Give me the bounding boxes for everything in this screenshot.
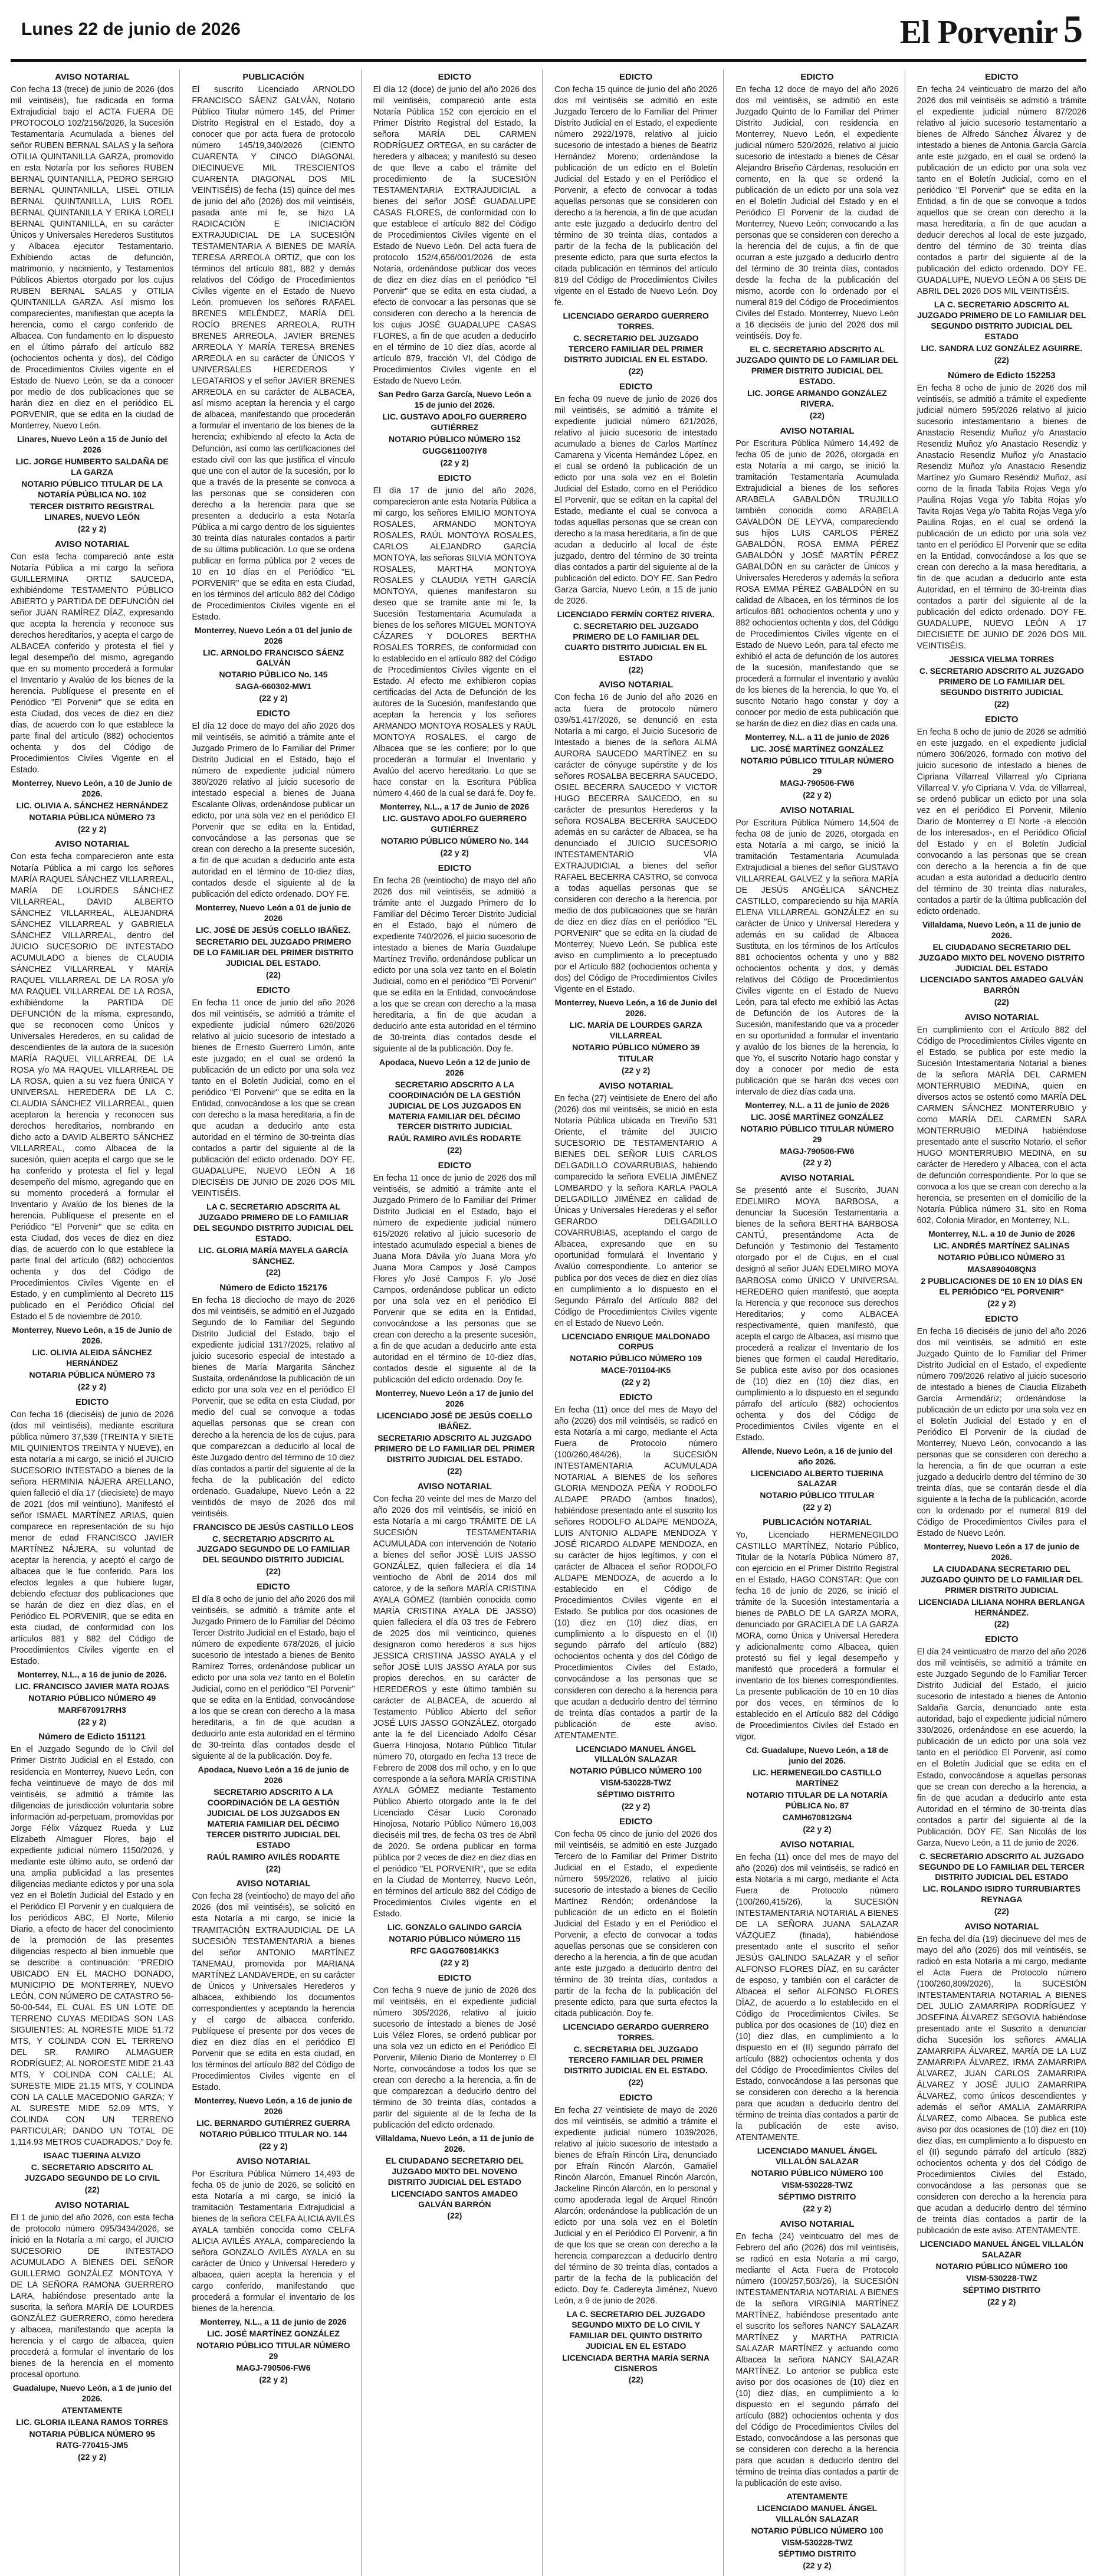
notice-signature-line: Monterrey, N.L., a 11 de junio de 2026 <box>200 2317 347 2327</box>
notice-title: EDICTO <box>438 473 472 483</box>
notice-body: Con esta fecha comparecieron ante esta Notaría Pública a mi cargo los señores MARÍA RAQUEL SÁNCHEZ VILLARREAL, MARÍA DE LOURDES SÁNCHEZ VILLARREAL, DAVID ALBERTO SÁNCHEZ VILLARREAL, ALEJANDRA SÁNCHEZ VILLARREAL y GABRIELA SÁNCHEZ VILLARREAL, dentro del JUICIO SUCESORIO DE INTESTADO ACUMULADO a bienes de CLAUDIA SÁNCHEZ VILLARREAL Y MARÍA RAQUEL VILLARREAL DE LA ROSA y/o MA RAQUEL VILLARREAL DE LA ROSA, exhibiéndome la PARTIDA DE DEFUNCIÓN de la misma, expresando, que se reconocen como Únicos y Universales Herederos, en su calidad de descendientes de la autora de la sucesión MARÍA RAQUEL VILLARREAL DE LA ROSA y/o MA RAQUEL VILLARREAL DE LA ROSA, quien a su vez fuera ÚNICA Y UNIVERSAL HEREDERA DE LA C. CLAUDIA SÁNCHEZ VILLARREAL, quien aceptaron la herencia y reconocen sus derechos hereditarios, nombrando en dicho acto a DAVID ALBERTO SÁNCHEZ VILLARREAL, como Albacea de la sucesión, quien acepta el cargo que se le ha conferido y protesta el fiel y legal desempeño del mismo, agregando que en su momento procederá a formular el Inventario y Avalúo de los bienes de la herencia. Publíquese el presente en el Periódico "El Porvenir" que se edita en esta Ciudad, dos veces de diez en diez días, de acuerdo con lo que establece la parte final del artículo (882) ochocientos ochenta y dos del Código de Procedimientos Civiles Vigente en el Estado, y en cumplimiento al Decreto 115 publicado en el Periódico Oficial del Estado el 5 de noviembre de 2010. <box>11 852 174 1322</box>
notice-signature-line: Guadalupe, Nuevo León, a 1 de junio del 2026. <box>12 2382 172 2403</box>
notice-signature-line: VISM-530228-TWZ <box>600 1778 672 1788</box>
notice-signature-line: LICENCIADO GERARDO GUERRERO TORRES. <box>563 311 709 332</box>
newspaper-logo: El Porvenir <box>899 14 1057 51</box>
notice-signature-line: NOTARIO PÚBLICO NÚMERO 100 <box>751 2168 883 2178</box>
notice-signature-line: (22 y 2) <box>622 1801 651 1811</box>
notice-body: El día 24 veinticuatro de marzo del año 2026 dos mil veintiséis, se admitió a trámite en este Juzgado Segundo de lo Familiar Tercer Distrito Judicial del Estado, el juicio sucesorio de intestado a bienes de Antonio Saldaña García, denunciado ante esta autoridad, bajo el expediente judicial número 330/2026, ordenándose en ese acuerdo, la publicación de un edicto por una sola vez tanto en el periódico El Porvenir, así como en el Boletín Judicial que se edita en el Estado, convocándose a aquellas personas que se crean con derecho a la herencia, a fin de que acudan a deducirlo ante esta Autoridad en el término de 30-treinta días contados a partir del siguiente al de la Publicación. DOY FE. San Nicolás de los Garza, Nuevo León, a 11 de junio de 2026. <box>917 1647 1086 1848</box>
notice-signature-line: NOTARIA PÚBLICA NÚMERO 73 <box>29 1369 155 1379</box>
notice-signature-line: ISAAC TIJERINA ALVIZO <box>43 2151 141 2161</box>
notice-title: AVISO NOTARIAL <box>236 1879 311 1889</box>
notice-signature-line: Monterrey, N.L., a 16 de junio de 2026. <box>17 1669 167 1679</box>
notice-title: EDICTO <box>985 1313 1019 1324</box>
legal-notice <box>373 863 536 1156</box>
notice-signature-line: LIC. GUSTAVO ADOLFO GUERRERO GUTIÉRREZ <box>382 412 527 432</box>
notice-body: Con fecha 9 nueve de junio de 2026 dos mil veintiséis, en el expediente judicial número 305/2026, relativo al juicio sucesorio de intestado a bienes de José Luis Vélez Flores, se ordenó publicar por una sola vez un edicto en el Periódico El Porvenir, Milenio Diario de Monterrey o El Norte, convocándose a todos los que se crean con derecho a la herencia, a fin de que comparezcan a deducirlo dentro del término de 30 treinta días, contados a partir del siguiente al de la fecha de la publicación del edicto ordenado. <box>373 1985 536 2131</box>
notice-signature-line: NOTARIO PÚBLICO NÚMERO 115 <box>389 1934 521 1944</box>
notice-signature-line: (22 y 2) <box>440 847 469 857</box>
notice-columns <box>11 70 1086 2571</box>
notice-title: AVISO NOTARIAL <box>780 1839 855 1850</box>
notice-signature-line: EL C. SECRETARIO ADSCRITO AL JUZGADO QUINTO DE LO FAMILIAR DEL PRIMER DISTRITO JUDICIAL DEL ESTADO. <box>735 345 899 386</box>
notice-signature-line: LIC. MARÍA DE LOURDES GARZA VILLARREAL <box>569 1020 702 1040</box>
notice-body: Se presentó ante el Suscrito, JUAN EDELMIRO MOYA BARBOSA, a denunciar la Sucesión Testamentaria a bienes de la señora BERTHA BARBOSA CANTÚ, presentándome Acta de Defunción y Testimonio del Testamento otorgado por el de Cujus, en el cual designó al señor JUAN EDELMIRO MOYA BARBOSA como ÚNICO Y UNIVERSAL HEREDERO quien manifestó, que acepta la Herencia y que reconoce sus derechos Hereditarios; y como ALBACEA respectivamente, quien manifestó, que acepta el cargo de Albacea, así mismo que procederá a realizar el Inventario de los bienes que formen el caudal Hereditario. Se publica este aviso por dos ocasiones de (10) diez en (10) diez días, en cumplimiento a lo dispuesto en el segundo párrafo del artículo (882) ochocientos ochenta y dos del Código de Procedimientos Civiles vigente en el Estado. <box>735 1186 899 1443</box>
notice-title: AVISO NOTARIAL <box>780 425 855 436</box>
notice-signature-line: NOTARIO PÚBLICO NÚMERO 39 <box>572 1042 700 1052</box>
notice-signature-line: LIC. FRANCISCO JAVIER MATA ROJAS <box>15 1681 169 1691</box>
notice-signature-line: (22 y 2) <box>987 2297 1016 2306</box>
legal-notice <box>373 1973 536 2221</box>
legal-notice <box>373 1161 536 1477</box>
notice-signature-line: (22 y 2) <box>803 1158 832 1168</box>
notice-signature-line: RAÚL RAMIRO AVILÉS RODARTE <box>206 1851 340 1861</box>
notice-signature-line: LICENCIADO SANTOS AMADEO GALVÁN BARRÓN <box>391 2188 518 2209</box>
notice-signature-line: C. SECRETARIO ADSCRITO AL JUZGADO SEGUNDO DE LO CIVIL <box>24 2162 160 2182</box>
legal-notice <box>735 1173 898 1513</box>
notice-signature-line: LICENCIADO GERARDO GUERRERO TORRES. <box>563 2022 709 2043</box>
legal-notice <box>554 1081 717 1388</box>
notice-title: AVISO NOTARIAL <box>55 539 130 549</box>
notice-body: Con fecha 16 (dieciséis) de junio de 2026 (dos mil veintiséis), mediante escritura pública número 37,539 (TREINTA Y SIETE MIL QUINIENTOS TREINTA Y NUEVE), en esta notaría a mi cargo, se inició el JUICIO SUCESORIO INTESTADO a bienes de la señora HERMINIA NÁJERA ARELLANO, quien falleció el día 17 (diecisiete) de mayo de 2021 (dos mil veintiuno). Manifestó el señor ISMAEL MARTÍNEZ ARIAS, quien comparece en representación de su hijo menor de edad FRANCISCO JAVIER MARTÍNEZ NÁJERA, su voluntad de aceptar la herencia, y aceptó el cargo de albacea que le fue conferido. Para los efectos legales a que hubiere lugar, debiendo efectuar dos publicaciones que se harán de diez en diez días, en el Periódico EL PORVENIR, que se edita en esta ciudad, de conformidad con los artículos 881 y 882 del Código de Procedimientos Civiles vigente en el Estado. <box>11 1410 174 1666</box>
notice-body: En fecha (24) veinticuatro del mes de Febrero del año (2026) dos mil veintiséis, se radicó en esta Notaría a mi cargo, mediante el Acta Fuera de Protocolo número (100/257,503/26), la SUCESIÓN INTESTAMENTARIA NOTARIAL A BIENES de la señora VIRGINIA MARTÍNEZ MARTÍNEZ, habiéndose presentado ante el suscrito los señores NANCY SALAZAR MARTÍNEZ y MARTHA PATRICIA SALAZAR MARTÍNEZ y actuando como Albacea la señora NANCY SALAZAR MARTÍNEZ. Lo anterior se publica este aviso por dos ocasiones de (10) diez en (10) diez días, en cumplimiento a lo dispuesto en el segundo párrafo del artículo (882) ochocientos ochenta y dos del Código de Procedimientos Civiles del Estado, convocándose a las personas que se consideren con derecho a la herencia para que acudan a deducirlo dentro del término de treinta días contados a partir de la publicación de este aviso. <box>735 2231 899 2488</box>
notice-signature-line: SAGA-660302-MW1 <box>235 681 312 691</box>
legal-notice <box>735 426 898 801</box>
notice-signature-line: ATENTAMENTE <box>61 2405 123 2415</box>
notice-body: Yo, Licenciado HERMENEGILDO CASTILLO MARTÍNEZ, Notario Público, Titular de la Notaría Pública Número 87, con ejercicio en el Primer Distrito Registral en el Estado, HAGO CONSTAR: Que con fecha 16 de junio de 2026, se inició el trámite de la Sucesión Intestamentaria a bienes de PABLO DE LA GARZA MORA, denunciado por GRACIELA DE LA GARZA MORA, como Única y Universal Heredera y adicionalmente como Albacea, quien protestó su fiel y legal desempeño y manifestó que procederá a formular el inventario de los bienes correspondientes. La presente publicación de 10 en 10 días por dos veces, en términos de lo establecido en el Artículo 882 del Código de Procedimientos Civiles del Estado en vigor. <box>735 1530 899 1742</box>
notice-body: El día 12 (doce) de junio del año 2026 dos mil veintiséis, compareció ante esta Notaría Pública 152 con ejercicio en el Primer Distrito Registral del Estado, la señora MARÍA DEL CARMEN RODRÍGUEZ ORTEGA, en su carácter de heredera y albacea; y manifestó su deseo de que lleve a cabo el trámite del procedimiento de la SUCESIÓN TESTAMENTARIA EXTRAJUDICIAL a bienes del señor JOSÉ GUADALUPE CASAS FLORES, de conformidad con lo que establece el artículo 882 del Código de Procedimientos Civiles vigente en el Estado de Nuevo León. Del acta fuera de protocolo 152/4,656/001/2026 de esta Notaría, ordenándose publicar dos veces de diez en diez días en el periódico "El Porvenir" que se edita en esta ciudad, a efecto de convocar a las personas que se consideren con derecho a la herencia de los cujus JOSÉ GUADALUPE CASAS FLORES, a fin de que acuden a deducirlo en el término de 10 diez días, acorde al artículo 879, fracción VI, del Código de Procedimientos Civiles vigente en el Estado de Nuevo León. <box>373 85 536 386</box>
notice-signature-line: (22) <box>447 2211 462 2221</box>
notice-signature-line: (22) <box>447 1145 462 1155</box>
notice-signature-line: (22) <box>994 997 1009 1007</box>
notice-signature-line: (22) <box>447 1466 462 1476</box>
notice-signature-line: (22) <box>84 2184 100 2194</box>
notice-signature-line: (22) <box>628 2375 643 2385</box>
notice-signature-line: (22) <box>994 1906 1009 1916</box>
notice-body: En fecha del día (19) diecinueve del mes de mayo del año (2026) dos mil veintiséis, se radicó en esta Notaría a mi cargo, mediante el Acta Fuera de Protocolo número (100/260,809/2026), la SUCESIÓN INTESTAMENTARIA NOTARIAL A BIENES DEL JULIO ZAMARRIPA RODRÍGUEZ Y JOSEFINA ÁLVAREZ SEGOVIA habiéndose presentado ante el Suscrito a denunciar dicha Sucesión los señores AMALIA ZAMARRIPA ÁLVAREZ, MARÍA DE LA LUZ ZAMARRIPA ÁLVAREZ, IRMA ZAMARRIPA ÁLVAREZ, JUAN CARLOS ZAMARRIPA ÁLVAREZ Y JOSÉ JULIO ZAMARRIPA ÁLVAREZ, como únicos descendientes y además el señor AMALIA ZAMARRIPA ÁLVAREZ, como Albacea. Se publica este aviso por dos ocasiones de (10) diez en (10) diez días, en cumplimiento a lo dispuesto en el (II) segundo párrafo del artículo (882) ochocientos ochenta y dos del Código de Procedimientos Civiles del Estado, convocándose a las personas que se consideren con derecho a la herencia para que acudan a deducirlo dentro del término de treinta días contados a partir de la publicación de este aviso. ATENTAMENTE. <box>917 1935 1086 2236</box>
notice-body: Por Escritura Pública Número 14,492 de fecha 05 de junio de 2026, otorgada en esta Notaría a mi cargo, se inició la tramitación Testamentaria Acumulada Extrajudicial a bienes de los señores ARABELA GABALDÓN TRUJILLO también conocida como ARABELA GAVALDÓN DE LEYVA, compareciendo sus hijos LUIS CARLOS PÉREZ GABALDÓN, ROSA EMMA PÉREZ GABALDÓN y JOSÉ MARTÍN PÉREZ GABALDÓN en su carácter de Únicos y Universales Herederos y además la señora ROSA EMMA PÉREZ GABALDÓN en su calidad de Albacea, en los términos de los artículos 881 ochocientos ochenta y uno y 882 ochocientos ochenta y dos, del Código de Procedimientos Civiles vigente en el Estado de Nuevo León, para tal efecto me exhibió el acta de defunción de los autores de la sucesión, manifestando que se procederá a formular el inventario y avalúo de los bienes de la herencia, lo que Yo, el suscrito Notario hago constar y doy a conocer por medio de esta publicación que se harán de diez en diez días en cada una. <box>735 438 899 729</box>
notice-title: AVISO NOTARIAL <box>55 72 130 82</box>
legal-notice <box>373 72 536 468</box>
notice-signature-line: (22 y 2) <box>440 1958 469 1967</box>
notice-signature-line: LA C. SECRETARIO ADSCRITO AL JUZGADO PRIMERO DE LO FAMILIAR DEL SEGUNDO DISTRITO JUDICIAL DEL ESTADO <box>917 300 1086 342</box>
notice-signature-line: (22 y 2) <box>78 1716 107 1726</box>
legal-notice <box>917 72 1086 366</box>
notice-signature-line: Villaldama, Nuevo León, a 11 de junio de 2026. <box>922 919 1081 940</box>
legal-notice <box>917 1314 1086 1630</box>
notice-title: Número de Edicto 152176 <box>219 1283 327 1293</box>
notice-signature-line: NOTARIO PÚBLICO NÚMERO 49 <box>28 1693 156 1703</box>
notice-title: EDICTO <box>619 2092 653 2103</box>
notice-signature-line: ATENTAMENTE <box>786 2491 848 2501</box>
notice-signature-line: NOTARIA PÚBLICA NÚMERO 95 <box>29 2428 155 2439</box>
notice-title: AVISO NOTARIAL <box>780 1173 855 1184</box>
notice-body: En fecha 09 nueve de junio de 2026 dos mil veintiséis, se admitió a trámite el expediente judicial número 621/2026, relativo al juicio sucesorio de intestado acumulado a bienes de Carlos Martínez Camarena y Vicenta Hernández López, en el cual se ordenó la publicación de un edicto por una sola vez en el Boletín Judicial del Estado, como en el Periódico El Porvenir, que se editan en la capital del Estado, mediante el cual se convoca a todas aquellas personas que se crean con derecho a la masa hereditaria, a fin de que acudan a deducirlo al local de éste juzgado, dentro del término de 30 treinta días contados a partir del siguiente al de la publicación del edicto. DOY FE. San Pedro Garza García, Nuevo León, a 15 de junio de 2026. <box>554 394 718 607</box>
notice-signature-line: LIC. OLIVIA ALEIDA SÁNCHEZ HERNÁNDEZ <box>32 1347 152 1368</box>
notice-body: En fecha (11) once del mes de mayo del año (2026) dos mil veintiséis, se radicó en esta Notaría a mi cargo, mediante el Acta Fuera de Protocolo número (100/260,415/26), la SUCESIÓN INTESTAMENTARIA NOTARIAL A BIENES DE LA SEÑORA JUANA SALAZAR VÁZQUEZ (finada), habiéndose presentado ante el suscrito el señor JESÚS GALINDO SALAZAR y el señor ALFONSO FLORES DÍAZ, en su carácter de esposo, y también con el carácter de Albacea el señor ALFONSO FLORES DÍAZ, de acuerdo a lo establecido en el Código de Procedimientos Civiles. Se publica por dos ocasiones de (10) diez en (10) diez días, en cumplimiento a lo dispuesto en el (II) segundo párrafo del artículo (882) ochocientos ochenta y dos del Código de Procedimientos Civiles del Estado, convocándose a las personas que se consideren con derecho a la herencia para que acudan a deducirlo dentro del término de treinta días contados a partir de la publicación de este aviso. ATENTAMENTE. <box>735 1852 899 2143</box>
notice-title: EDICTO <box>438 72 472 82</box>
notice-signature-line: MAGJ-790506-FW6 <box>780 1146 855 1156</box>
notice-body: Con esta fecha compareció ante esta Notaría Pública a mi cargo la señora GUILLERMINA ORTIZ SAUCEDA, exhibiéndome TESTAMENTO PÚBLICO ABIERTO y PARTIDA DE DEFUNCIÓN del señor JUAN RAMÍREZ DÍAZ, expresando que acepta la herencia y reconoce sus derechos hereditarios, y acepta el cargo de ALBACEA conferido y protesta el fiel y legal desempeño del mismo, agregando que en su momento procederá a formular el Inventario y Avalúo de los bienes de la herencia. Publíquese el presente en el Periódico "El Porvenir" que se edita en esta Ciudad, dos veces de diez en diez días, de acuerdo con lo que establece la parte final del artículo (882) ochocientos ochenta y dos del Código de Procedimientos Civiles Vigente en el Estado. <box>11 552 174 775</box>
legal-notice <box>192 1283 354 1577</box>
notice-signature-line: MAGJ-790506-FW6 <box>780 778 855 788</box>
legal-notice <box>11 72 173 535</box>
notice-signature-line: LIC. JOSÉ MARTÍNEZ GONZÁLEZ <box>751 744 883 754</box>
notice-body: En fecha 24 veinticuatro de marzo del año 2026 dos mil veintiséis se admitió a trámite el expediente judicial número 87/2026 relativo al juicio sucesorio testamentario a bienes de Alfredo Sánchez Álvarez y de intestado a bienes de Antonia García García ante este juzgado, en el cual se ordenó la publicación de un edicto por una sola vez tanto en el Boletín Judicial, como en el periódico "El Porvenir" que se edita en la Entidad, a fin de que se convoque a todos aquellos que se crean con derecho a la masa hereditaria, a fin de que acudan a deducir derechos al local de este juzgado, dentro del término de 30 treinta días contados a partir del siguiente al de la publicación del edicto ordenado. DOY FE. GUADALUPE, NUEVO LEÓN A 06 SEIS DE ABRIL DEL 2026 DOS MIL VEINTISÉIS. <box>917 85 1086 297</box>
notice-signature-line: LICENCIADO MANUEL ÁNGEL VILLALÓN SALAZAR <box>919 2239 1083 2260</box>
notice-body: Con fecha 28 (veintiocho) de mayo del año 2026 (dos mil veintiséis), se solicitó en esta Notaría a mi cargo, se inicie la TRAMITACIÓN EXTRAJUDICIAL DE LA SUCESIÓN TESTAMENTARIA a bienes del señor ANTONIO MARTÍNEZ TANEMAU, promovida por MARIANA MARTÍNEZ LANDAVERDE, en su carácter de Únicos y Universales Herederos y albacea, exhibiendo los documentos correspondientes y aceptando la herencia y el cargo de albacea conferido. Publíquese el presente por dos veces de diez en diez días en el periódico El Porvenir que se edita en esta ciudad, en los términos del artículo 882 del Código de Procedimientos Civiles vigente en el Estado. <box>192 1892 355 2092</box>
notice-signature-line: MAGJ-790506-FW6 <box>236 2363 311 2373</box>
notice-title: AVISO NOTARIAL <box>236 2157 311 2167</box>
legal-notice <box>554 680 717 1076</box>
notice-signature-line: NOTARIO PÚBLICO NÚMERO 100 <box>751 2525 883 2535</box>
notice-title: AVISO NOTARIAL <box>417 1481 492 1492</box>
notice-signature-line: San Pedro Garza García, Nuevo León a 15 de junio del 2026. <box>378 389 531 410</box>
notice-signature-line: (22) <box>266 1566 281 1577</box>
notice-signature-line: 2 PUBLICACIONES DE 10 EN 10 DÍAS EN EL PERIÓDICO "EL PORVENIR" <box>921 1276 1083 1296</box>
notice-signature-line: RATG-770415-JM5 <box>56 2440 129 2450</box>
notice-title: EDICTO <box>619 72 653 82</box>
notice-signature-line: LIC. SANDRA LUZ GONZÁLEZ AGUIRRE. <box>921 343 1083 353</box>
notice-signature-line: LIC. ARNOLDO FRANCISCO SÁENZ GALVÁN <box>202 647 344 668</box>
notice-signature-line: SÉPTIMO DISTRITO <box>597 1790 675 1800</box>
notice-column <box>11 70 180 2576</box>
notice-signature-line: Monterrey, Nuevo León, a 10 de Junio de 2026. <box>12 778 172 798</box>
notice-signature-line: C. SECRETARIO DEL JUZGADO PRIMERO DE LO FAMILIAR DEL CUARTO DISTRITO JUDICIAL EN EL ESTADO <box>564 621 708 663</box>
notice-signature-line: NOTARIO TITULAR DE LA NOTARÍA PÚBLICA No. 87 <box>746 1790 888 1810</box>
notice-signature-line: LIC. GUSTAVO ADOLFO GUERRERO GUTIÉRREZ <box>382 814 527 834</box>
notice-signature-line: EL CIUDADANO SECRETARIO DEL JUZGADO MIXTO DEL NOVENO DISTRITO JUDICIAL DEL ESTADO <box>386 2155 524 2187</box>
notice-signature-line: LICENCIADO MANUEL ÁNGEL VILLALÓN SALAZAR <box>757 2503 878 2523</box>
legal-notice <box>554 1392 717 1812</box>
notice-signature-line: (22 y 2) <box>803 1824 832 1834</box>
notice-signature-line: C. SECRETARIA DEL JUZGADO TERCERO FAMILIAR DEL PRIMER DISTRITO JUDICIAL EN EL ESTADO. <box>564 2044 708 2075</box>
legal-notice <box>917 1922 1086 2308</box>
notice-signature-line: (22 y 2) <box>259 2375 288 2384</box>
notice-signature-line: (22) <box>266 969 281 979</box>
notice-title: EDICTO <box>619 1392 653 1403</box>
notice-body: En fecha 11 once de junio del año 2026 dos mil veintiséis, se admitió a trámite el expediente judicial número 626/2026 relativo al juicio sucesorio de intestado a bienes de Ernesto Guerrero Limón, ante este juzgado; en el cual se ordenó la publicación de un edicto por una sola vez tanto en el Boletín Judicial, como en el periódico "El Porvenir" que se edita en la Entidad, convocándose a los que se crean con derecho a la masa hereditaria, a fin de que acudan a deducirlo ante esta autoridad en el término de 30-treinta días contados a partir del siguiente al de la publicación del edicto ordenado. DOY FE. GUADALUPE, NUEVO LEÓN A 16 DIECISÉIS DE JUNIO DE 2026 DOS MIL VEINTISÉIS. <box>192 998 355 1198</box>
notice-body: El día 12 doce de mayo del año 2026 dos mil veintiséis, se admitió a trámite ante el Juzgado Primero de lo Familiar del Primer Distrito Judicial en el Estado, bajo el número de expediente judicial número 380/2026 relativo al juicio sucesorio de intestado especial a bienes de Juana Escalante Olivas, ordenándose publicar un edicto, por una sola vez en el periódico El Porvenir que se edita en la Entidad, convocándose a las personas que se crean con derecho a la presente sucesión, a fin de que acudan a deducirlo ante esta autoridad en el término de 10-diez días, contados desde el siguiente al de la publicación del edicto ordenado. DOY FE. <box>192 722 355 900</box>
notice-signature-line: NOTARIO PÚBLICO NÚMERO No. 144 <box>380 835 528 845</box>
notice-title: AVISO NOTARIAL <box>55 839 130 850</box>
notice-body: En fecha 18 dieciocho de mayo de 2026 dos mil veintiséis, se admitió en el Juzgado Segundo de lo Familiar del Segundo Distrito Judicial del Estado, bajo el expediente judicial 1317/2025, relativo al juicio sucesorio especial de intestado a bienes de María Margarita Sánchez Sustaita, ordenándose la publicación de un edicto por una sola vez en el periódico El Porvenir, que se edita en esta Ciudad, por medio del cual se convoque a todas aquellas personas que se crean con derecho a la herencia de los de cujus, para que comparezcan a deducirlo al local de éste Juzgado dentro del término de 10 diez días contados a partir del siguiente al de la fecha de la publicación del edicto ordenado. Guadalupe, Nuevo León a 22 veintidós de mayo de 2026 dos mil veintiséis. <box>192 1296 355 1519</box>
notice-signature-line: (22) <box>628 366 643 376</box>
legal-notice <box>192 72 354 704</box>
notice-signature-line: (22 y 2) <box>78 824 107 834</box>
issue-date: Lunes 22 de junio de 2026 <box>21 19 241 39</box>
notice-signature-line: LIC. GLORIA MARÍA MAYELA GARCÍA SÁNCHEZ. <box>198 1245 349 1266</box>
notice-title: EDICTO <box>257 985 290 995</box>
notice-signature-line: TITULAR <box>618 1054 654 1064</box>
notice-signature-line: (22 y 2) <box>622 1377 651 1387</box>
notice-body: En fecha 28 (veintiocho) de mayo del año 2026 dos mil veintiséis, se admitió a trámite ante el Juzgado Primero de lo Familiar del Décimo Tercer Distrito Judicial en el Estado, bajo el número de expediente 740/2026, el juicio sucesorio de intestado a bienes de María Guadalupe Martínez Treviño, ordenándose publicar un edicto por una sola vez tanto en el Boletín Judicial, como en el periódico "El Porvenir" que se edita en la Entidad, convocándose a los que se crean con derecho a la masa hereditaria, a fin de que acudan a deducirlo ante esta autoridad en el término de 30-treinta días contados desde el siguiente al de la publicación. Doy fe. <box>373 876 536 1054</box>
notice-signature-line: (22) <box>628 2077 643 2087</box>
notice-signature-line: C. SECRETARIO DEL JUZGADO TERCERO FAMILIAR DEL PRIMER DISTRITO JUDICIAL EN EL ESTADO. <box>564 333 708 364</box>
notice-signature-line: VISM-530228-TWZ <box>781 2537 853 2547</box>
notice-title: PUBLICACIÓN NOTARIAL <box>763 1518 872 1528</box>
notice-body: El 1 de junio del año 2026, con esta fecha de protocolo número 095/3434/2026, se inició en la Notaría a mi cargo, el JUICIO SUCESORIO DE INTESTADO ACUMULADO A BIENES DEL SEÑOR GUILLERMO GONZÁLEZ MONTOYA Y DE LA SEÑORA RAMONA GUERRERO LARA, habiéndose presentado ante la suscrita, la señora MARÍA DE LOURDES GONZÁLEZ GUERRERO, como heredera y albacea, manifestando que acepta la herencia y el cargo de albacea, quien procederá a formular el inventario de los bienes de la herencia en el momento procesal oportuno. <box>11 2213 174 2380</box>
legal-notice <box>373 1482 536 1968</box>
notice-title: EDICTO <box>985 714 1019 725</box>
notice-title: EDICTO <box>257 1582 290 1592</box>
notice-body: Con fecha 20 veinte del mes de Marzo del año 2026 dos mil veintiséis, se inició en esta Notaría a mi cargo TRÁMITE DE LA SUCESIÓN TESTAMENTARIA ACUMULADA con intervención de Notario a bienes del señor JOSÉ LUIS JASSO GONZÁLEZ, quien falleciera el día 14 veintiocho de Abril de 2014 dos mil catorce, y de la señora MARÍA CRISTINA AYALA GÓMEZ (también conocida como MARÍA CRISTINA AYALA DE JASSO) quien falleciera el día 03 tres de Febrero de 2025 dos mil veinticinco, quienes designaron como herederos a sus hijos JESSICA CRISTINA JASSO AYALA y el señor JOSÉ LUIS JASSO AYALA por sus propios derechos, en su carácter de HEREDEROS y este último también su carácter de ALBACEA, de acuerdo al Testamento Público Abierto del señor JOSÉ LUIS JASSO GONZÁLEZ, otorgado ante la fe del Licenciado Adolfo César Guerra Hinojosa, Notario Público Titular número 70, otorgado en fecha 13 trece de Febrero de 2008 dos mil ocho, y en lo que corresponde a la señora MARÍA CRISTINA AYALA GÓMEZ mediante Testamento Público Abierto otorgado ante la fe del Licenciado César Lucio Coronado Hinojosa, Notario Público Número 16,003 dieciséis mil tres, de fecha 03 tres de Abril de 2020. Se ordena publicar en forma pública por 2 veces de diez en diez días en el periódico "EL PORVENIR", que se edita en la Ciudad de Monterrey, Nuevo León, en términos del artículo 882 del Código de Procedimientos Civiles vigente en el Estado. <box>373 1494 536 1919</box>
notice-signature-line: LIC. OLIVIA A. SÁNCHEZ HERNÁNDEZ <box>16 800 168 810</box>
notice-title: EDICTO <box>619 1817 653 1827</box>
notice-signature-line: GUGG611007IY8 <box>422 445 487 455</box>
notice-body: En fecha (27) veintisiete de Enero del año (2026) dos mil veintiséis, se inició en esta Notaría Pública ubicada en Treviño 531 Oriente, el trámite del JUICIO SUCESORIO DE TESTAMENTARIO A BIENES DEL SEÑOR LUIS CARLOS DELGADILLO COVARRUBIAS, habiendo comparecido la señora EVELIA JIMÉNEZ LOMBARDO y la señora KARLA PAOLA DELGADILLO JIMÉNEZ en calidad de Únicas y Universales Herederas y el señor GERARDO DELGADILLO COVARRUBIAS, aceptando el cargo de Albacea, expresando que en su oportunidad formulará el Inventario y Avalúo correspondiente. Lo anterior se publica por dos veces de diez en diez días en cumplimiento a lo dispuesto en el Segundo Párrafo del Artículo 882 del Código de Procedimientos Civiles vigente en el Estado de Nuevo León. <box>554 1094 718 1328</box>
notice-signature-line: Cd. Guadalupe, Nuevo León, a 18 de junio del 2026. <box>745 1745 889 1766</box>
notice-signature-line: NOTARIO PÚBLICO TITULAR NO. 144 <box>199 2129 347 2139</box>
notice-body: En fecha 11 once de junio de 2026 dos mil veintiséis, se admitió a trámite ante el Juzgado Primero de lo Familiar del Primer Distrito Judicial en el Estado, bajo el número de expediente judicial número 615/2026 relativo al juicio sucesorio de intestado acumulado especial a bienes de Juana Mora Dávila y/o Juana Mora y/o Juana Mora Campos y José Campos Flores y/o José Campos F. y/o José Campos, ordenándose publicar un edicto por una sola vez en el periódico El Porvenir que se edita en la Entidad, convocándose a las personas que se crean con derecho a la presente sucesión, a fin de que acudan a deducirlo ante esta autoridad en el término de 10-diez días, contados desde el siguiente al de la publicación del edicto ordenado. Doy fe. <box>373 1174 536 1385</box>
notice-signature-line: (22) <box>810 410 825 420</box>
notice-signature-line: CAMH670812GN4 <box>782 1812 852 1822</box>
notice-signature-line: NOTARIO PÚBLICO TITULAR DE LA NOTARÍA PÚBLICA NO. 102 <box>21 479 163 500</box>
notice-signature-line: NOTARIO PÚBLICO NÚMERO 109 <box>570 1353 702 1364</box>
legal-notice <box>11 539 173 835</box>
notice-title: AVISO NOTARIAL <box>599 680 674 690</box>
legal-notice <box>917 371 1086 710</box>
notice-signature-line: LA C. SECRETARIO ADSCRITA AL JUZGADO PRIMERO DE LO FAMILIAR DEL SEGUNDO DISTRITO JUDICIAL DEL ESTADO. <box>193 1201 354 1243</box>
notice-signature-line: Villaldama, Nuevo León, a 11 de junio de 2026. <box>375 2133 534 2154</box>
notice-signature-line: (22) <box>994 1619 1009 1629</box>
notice-signature-line: LICENCIADO MANUEL ÁNGEL VILLALÓN SALAZAR <box>757 2146 878 2167</box>
notice-signature-line: RAÚL RAMIRO AVILÉS RODARTE <box>388 1133 521 1143</box>
notice-signature-line: LICENCIADO MANUEL ÁNGEL VILLALÓN SALAZAR <box>576 1743 696 1764</box>
notice-signature-line: MACE-701104-IK5 <box>601 1365 671 1375</box>
notice-title: EDICTO <box>800 72 834 82</box>
notice-signature-line: SÉPTIMO DISTRITO <box>778 2549 856 2559</box>
notice-signature-line: Apodaca, Nuevo León a 16 de junio de 2026 <box>198 1765 349 1785</box>
notice-signature-line: (22 y 2) <box>78 2452 107 2462</box>
notice-column <box>192 70 361 2576</box>
notice-signature-line: SECRETARIO ADSCRITO A LA COORDINACIÓN DE LA GESTIÓN JUDICIAL DE LOS JUZGADOS EN MATERIA FAMILIAR DEL DÉCIMO TERCER DISTRITO JUDICIAL DEL ESTADO <box>206 1787 340 1850</box>
notice-signature-line: Monterrey, Nuevo León, a 15 de Junio de 2026. <box>12 1325 172 1346</box>
notice-body: Con fecha 16 de Junio del año 2026 en acta fuera de protocolo número 039/51.417/2026, se denunció en esta Notaría a mi cargo, el Juicio Sucesorio de Intestado a bienes de la señora ALMA AURORA SAUCEDO MARTÍNEZ en su carácter de cónyuge supérstite y de los señores ROSALBA BECERRA SAUCEDO, OSIEL BECERRA SAUCEDO Y VICTOR HUGO BECERRA SAUCEDO, en su carácter de presuntos Herederos y la señora ROSALBA BECERRA SAUCEDO además en su carácter de Albacea, se ha denunciado el JUICIO SUCESORIO INTESTAMENTARIO VÍA EXTRAJUDICIAL a bienes del señor RAFAEL BECERRA CASTRO, se convoca a todas aquellas personas que se consideren con derecho a la herencia, por medio de dos publicaciones que se harán de diez en diez días en el periódico "EL PORVENIR" que se edita en la ciudad de Monterrey, Nuevo León. Se publica este aviso en cumplimiento a lo preceptuado por el Artículo 882 (ochocientos ochenta y dos) del Código de Procedimientos Civiles Vigente en el Estado. <box>554 693 718 994</box>
legal-notice <box>11 839 173 1392</box>
notice-signature-line: SÉPTIMO DISTRITO <box>778 2191 856 2201</box>
notice-signature-line: (22 y 2) <box>803 2203 832 2213</box>
notice-signature-line: SECRETARIO ADSCRITO AL JUZGADO PRIMERO DE LO FAMILIAR DEL PRIMER DISTRITO JUDICIAL DEL ESTADO. <box>374 1433 535 1464</box>
notice-signature-line: LIC. GLORIA ILEANA RAMOS TORRES <box>16 2417 169 2427</box>
notice-body: En fecha 8 ocho de junio de 2026 dos mil veintiséis, se admitió a trámite el expediente judicial número 595/2026 relativo al juicio sucesorio intestamentario a bienes de Anastacio Resendiz Muñoz y/o Anastacio Resendiz Muñoz y/o Anastacio Resendiz y Anastacio Resendiz Muñoz y/o Anastacio Resendiz Muñoz y/o Anastacio Resendiz Martínez y/o Gumaro Reséndiz Muñoz, así como de la finada Tabita Rojas Vega y/o Paulina Rojas Vega y/o Tabita Rojas y/o Tavita Rojas Vega y/o Tabita Rojas Vega y/o Paulina Rojas, en el cual se ordenó la publicación de un edicto por una sola vez tanto en el periódico El Porvenir que se edita en la Entidad, convocándose a los que se crean con derecho a la masa hereditaria, a fin de que acudan a deducirlo ante esta Autoridad, en el término de 30-treinta días contados a partir del siguiente al de la publicación del edicto ordenado. DOY FE. GUADALUPE, NUEVO LEÓN A 17 DIECISIETE DE JUNIO DE 2026 DOS MIL VEINTISÉIS. <box>917 383 1086 651</box>
masthead <box>11 0 1086 62</box>
notice-signature-line: LICENCIADO FERMÍN CORTEZ RIVERA. <box>557 609 715 620</box>
notice-signature-line: SECRETARIO DEL JUZGADO PRIMERO DE LO FAMILIAR DEL PRIMER DISTRITO JUDICIAL DEL ESTADO. <box>193 937 354 968</box>
notice-signature-line: LIC. JOSÉ DE JESÚS COELLO IBÁÑEZ. <box>196 925 351 935</box>
notice-signature-line: LICENCIADO SANTOS AMADEO GALVÁN BARRÓN <box>920 975 1083 995</box>
notice-title: AVISO NOTARIAL <box>55 2200 130 2210</box>
notice-signature-line: LIC. JORGE ARMANDO GONZÁLEZ RIVERA. <box>747 388 887 408</box>
notice-signature-line: Monterrey, Nuevo León a 01 del junio de 2026 <box>194 625 353 645</box>
notice-signature-line: (22 y 2) <box>622 1066 651 1076</box>
notice-body: El día 8 ocho de junio del año 2026 dos mil veintiséis, se admitió a trámite ante el Juzgado Primero de lo Familiar del Décimo Tercer Distrito Judicial en el Estado, bajo el número de expediente 678/2026, el juicio sucesorio de intestado a bienes de Benito Ramírez Torres, ordenándose publicar un edicto por una sola vez tanto en el Boletín Judicial, como en el periódico "El Porvenir" que se edita en la Entidad, convocándose a los que se crean con derecho a la masa hereditaria, a fin de que acudan a deducirlo ante esta autoridad en el término de 30-treinta días contados desde el siguiente al de la publicación. Doy fe. <box>192 1595 355 1762</box>
notice-signature-line: SÉPTIMO DISTRITO <box>963 2285 1041 2295</box>
notice-title: PUBLICACIÓN <box>242 72 304 82</box>
notice-body: En fecha 16 dieciséis de junio del año 2026 dos mil veintiséis, se admitió en este Juzgado Quinto de lo Familiar del Primer Distrito Judicial en el Estado, el expediente número 709/2026 relativo al juicio sucesorio de intestado a bienes de Claudia Elizabeth García Armendáriz; ordenándose la publicación de un edicto por una sola vez en el Boletín Judicial del Estado y en el Periódico El Porvenir de la ciudad de Monterrey, Nuevo León, convocando a las personas que se consideren con derecho a la herencia, a fin de que ocurran a este juzgado a deducirlo dentro del término de 30 treinta días, que se contarán desde el día siguiente a la fecha de la publicación, acorde con lo ordenado por el numeral 819 del Código de Procedimientos Civiles para el Estado de Nuevo León. <box>917 1326 1086 1539</box>
notice-body: Por Escritura Pública Número 14,493 de fecha 05 de junio de 2026, se solicitó en esta Notaría a mi cargo, se inició la tramitación Testamentaria Extrajudicial a bienes de la señora CELFA ALICIA AVILÉS AYALA también conocida como CELFA ALICIA AVILÉS AYALA, compareciendo la señora GONZALO AVILÉS AYALA en su carácter de Único y Universal Heredero y albacea, quien acepta la herencia y el cargo conferido, manifestando que procederá a formular el inventario de los bienes de la herencia. <box>192 2169 355 2314</box>
notice-title: AVISO NOTARIAL <box>780 2218 855 2229</box>
notice-body: Con fecha 13 (trece) de junio de 2026 (dos mil veintiséis), fue radicada en forma Extrajudicial bajo el ACTA FUERA DE PROTOCOLO 102/2156/2026, la Sucesión Testamentaria Acumulada a bienes del señor RUBEN BERNAL SALAS y la señora OTILIA QUINTANILLA GARZA, promovido en esta Notaría por los señores RUBEN BERNAL QUINTANILLA, PEDRO SERGIO BERNAL QUINTANILLA, LISEL OTILIA BERNAL QUINTANILLA, LUIS ROEL BERNAL QUINTANILLA Y ERIKA LORELI BERNAL QUINTANILLA, en su carácter Únicos y Universales Herederos Sustitutos y Albacea ejecutor Testamentario. Exhibiendo actas de defunción, matrimonio, y nacimiento, y Testamentos Públicos Abiertos otorgado por los cujus RUBEN BERNAL SALAS y OTILIA QUINTANILLA GARZA. Así mismo los comparecientes, manifiestan que acepta la herencia, como el cargo conferido de Albacea. Con fundamento en lo dispuesto en el último párrafo del artículo 882 (ochocientos ochenta y dos), del Código de Procedimientos Civiles vigente en el Estado de Nuevo León, se da a conocer por medio de dos publicaciones que se harán diez en diez en el periódico EL PORVENIR, que se edita en la ciudad de Monterrey, Nuevo León. <box>11 85 174 431</box>
notice-body: En fecha 8 ocho de junio de 2026 se admitió en este juzgado, en el expediente judicial número 306/2026, formado con motivo del juicio sucesorio de intestado a bienes de Cipriana Villarreal Villarreal y/o Cipriana Villarreal V. y/o Cipriana V. Vda. de Villarreal, se ordenó publicar un edicto por una sola vez en el periódico El Porvenir, Milenio Diario de Monterrey o El Norte -a elección de los interesados-, en el Periódico Oficial del Estado y en el Boletín Judicial convocando a las personas que se crean con derecho a la herencia a fin de que acudan a esta autoridad a deducirlo dentro del término de 30 treinta días naturales, contados a partir de la última publicación del edicto ordenado. <box>917 727 1086 916</box>
notice-signature-line: Monterrey, N.L. a 11 de junio de 2026 <box>745 1100 889 1110</box>
legal-notice <box>735 1518 898 1835</box>
notice-signature-line: NOTARIO PÚBLICO TITULAR NÚMERO 29 <box>740 755 894 776</box>
notice-signature-line: (22 y 2) <box>803 2561 832 2571</box>
notice-signature-line: MARF670917RH3 <box>58 1705 126 1715</box>
notice-signature-line: LICENCIADO ENRIQUE MALDONADO CORPUS <box>561 1331 710 1352</box>
notice-title: AVISO NOTARIAL <box>964 1012 1039 1023</box>
legal-notice <box>192 1879 354 2152</box>
legal-notice <box>11 1732 173 2195</box>
legal-notice <box>554 1817 717 2088</box>
notice-title: EDICTO <box>985 1634 1019 1645</box>
notice-signature-line: (22 y 2) <box>440 457 469 467</box>
notice-signature-line: C. SECRETARIO ADSCRITO AL JUZGADO SEGUNDO DE LO FAMILIAR DEL SEGUNDO DISTRITO JUDICIAL <box>196 1533 350 1565</box>
notice-signature-line: (22) <box>266 1863 281 1873</box>
legal-notice <box>917 715 1086 1008</box>
notice-title: EDICTO <box>985 72 1019 82</box>
notice-signature-line: MASA890408QN3 <box>967 1264 1036 1274</box>
notice-title: EDICTO <box>257 709 290 719</box>
legal-notice <box>192 985 354 1279</box>
notice-signature-line: LIC. JORGE HUMBERTO SALDAÑA DE LA GARZA <box>15 457 169 477</box>
notice-signature-line: Allende, Nuevo León, a 16 de junio del año 2026. <box>741 1446 893 1466</box>
notice-signature-line: NOTARIO PÚBLICO TITULAR <box>760 1490 875 1500</box>
notice-signature-line: (22 y 2) <box>987 1298 1016 1308</box>
notice-signature-line: (22) <box>994 699 1009 709</box>
notice-signature-line: C. SECRETARIO ADSCRITO AL JUZGADO PRIMERO DE LO FAMILIAR DEL SEGUNDO DISTRITO JUDICIAL <box>919 666 1084 697</box>
notice-signature-line: TERCER DISTRITO REGISTRAL LINARES, NUEVO LEÓN <box>29 501 155 522</box>
legal-notice <box>11 2200 173 2463</box>
notice-signature-line: LICENCIADO ALBERTO TIJERINA SALAZAR <box>750 1468 884 1489</box>
notice-body: El día 17 de junio del año 2026, comparecieron ante esta Notaría Pública a mi cargo, los señores EMILIO MONTOYA ROSALES, ARMANDO MONTOYA ROSALES, RAÚL MONTOYA ROSALES, CARLOS ALEJANDRO GARCÍA MONTOYA, las señoras SILVIA MONTOYA ROSALES, MARTHA MONTOYA ROSALES y CLAUDIA YETH GARCÍA MONTOYA, quienes manifestaron su deseo que se tramite ante mi fe, la Sucesión Testamentaria Acumulada a bienes de los señores MIGUEL MONTOYA CÁZARES Y DOLORES BERTHA ROSALES TORRES, de conformidad con lo establecido en el artículo 882 del Código de Procedimientos Civiles vigente en el Estado. Al efecto me exhibieron copias certificadas del Acta de Defunción de los autores de la Sucesión, manifestando que aceptan la herencia y los señores ARMANDO MONTOYA ROSALES y RAÚL MONTOYA ROSALES, el cargo de Albacea que se les confiere; por lo que procederán a formular el Inventario y Avalúo del acervo hereditario. Lo que se hace constar en la Escritura Pública número 4,460 de la cual se dará fe. Doy fe. <box>373 486 536 799</box>
brand <box>900 10 1086 49</box>
notice-signature-line: Monterrey, N.L., a 17 de Junio de 2026 <box>380 802 530 812</box>
notice-body: Con fecha 05 cinco de junio del 2026 dos mil veintiséis, se admitió en este Juzgado Tercero de lo Familiar del Primer Distrito Judicial en el Estado, el expediente número 595/2026, relativo al juicio sucesorio de intestado a bienes de Cecilio Martínez Rendón; ordenándose la publicación de un edicto en el Boletín Judicial del Estado y en el Periódico el Porvenir, a efecto de convocar a todas aquellas personas que se consideren con derecho a la herencia, a fin de que acudan ante este juzgado a deducirlo dentro del término de 30 treinta días, contados a partir de la fecha de la publicación del presente edicto, para que surta efectos la citada publicación. Doy fe. <box>554 1830 718 2019</box>
notice-signature-line: LIC. ANDRÉS MARTÍNEZ SALINAS <box>934 1241 1070 1251</box>
notice-title: EDICTO <box>438 863 472 873</box>
notice-signature-line: Monterrey, N.L. a 11 de junio de 2026 <box>745 732 889 742</box>
notice-signature-line: LIC. HERMENEGILDO CASTILLO MARTÍNEZ <box>753 1768 882 1788</box>
notice-signature-line: FRANCISCO DE JESÚS CASTILLO LEOS <box>193 1522 354 1532</box>
notice-signature-line: (22) <box>266 1267 281 1277</box>
notice-column <box>554 70 724 2576</box>
notice-signature-line: LA C. SECRETARIO DEL JUZGADO SEGUNDO MIXTO DE LO CIVIL Y FAMILIAR DEL QUINTO DISTRITO JUDICIAL EN EL ESTADO <box>566 2309 705 2351</box>
notice-title: AVISO NOTARIAL <box>964 1922 1039 1932</box>
legal-notice <box>735 1840 898 2214</box>
notice-signature-line: LIC. GONZALO GALINDO GARCÍA <box>387 1922 522 1932</box>
notice-title: EDICTO <box>619 381 653 392</box>
notice-body: El suscrito Licenciado ARNOLDO FRANCISCO SÁENZ GALVÁN, Notario Público Titular número 145, del Primer Distrito Registral en el Estado, doy a conocer que por acta fuera de protocolo número 145/19,340/2026 (CIENTO CUARENTA Y CINCO DIAGONAL DIECINUEVE MIL TRESCIENTOS CUARENTA DIAGONAL DOS MIL VEINTISÉIS) de fecha (15) quince del mes de junio del año (2026) dos mil veintiséis, pasada ante mí fe, se hizo LA RADICACIÓN E INICIACIÓN EXTRAJUDICIAL DE LA SUCESIÓN TESTAMENTARIA A BIENES DE MARÍA TERESA ARREOLA ORTIZ, que con los términos del artículo 881, 882 y demás relativos del Código de Procedimientos Civiles vigente en el Estado de Nuevo León, promueven los señores RAFAEL BRENES MELÉNDEZ, MARÍA DEL ROCÍO BRENES ARREOLA, RUTH BRENES ARREOLA, JAVIER BRENES ARREOLA Y MARÍA TERESA BRENES ARREOLA en su carácter de ÚNICOS Y UNIVERSALES HEREDEROS Y LEGATARIOS y el señor JAVIER BRENES ARREOLA en su carácter de ALBACEA, así mismo aceptan la herencia y el cargo de albacea, manifestando que procederán a formular el inventario de los bienes de la herencia; exhibiendo al efecto la Acta de Defunción, así como las certificaciones del estado civil con las que justifica el vínculo que une con el autor de la sucesión, por lo que a través de la presente se convoca a las personas que se consideren con derecho a la herencia para que se presenten a deducirlo a esta Notaría Pública a mi cargo dentro de los siguientes 30 treinta días naturales contados a partir de su última publicación. Lo que se ordena publicar en forma pública por 2 veces de 10 en 10 días en el Periódico "EL PORVENIR" que se edita en esta Ciudad, en los términos del artículo 882 del Código de Procedimientos Civiles vigente en el Estado. <box>192 85 355 622</box>
notice-signature-line: (22 y 2) <box>78 523 107 533</box>
notice-signature-line: RFC GAGG760814KK3 <box>410 1946 499 1956</box>
legal-notice <box>554 382 717 676</box>
legal-notice <box>917 1012 1086 1309</box>
notice-signature-line: LICENCIADA BERTHA MARÍA SERNA CISNEROS <box>562 2352 710 2373</box>
notice-signature-line: EL CIUDADANO SECRETARIO DEL JUZGADO MIXTO DEL NOVENO DISTRITO JUDICIAL DEL ESTADO <box>918 942 1085 973</box>
notice-title: EDICTO <box>75 1397 109 1407</box>
legal-notice <box>192 709 354 981</box>
notice-signature-line: (22 y 2) <box>259 693 288 703</box>
notice-signature-line: C. SECRETARIO ADSCRITO AL JUZGADO SEGUNDO DE LO FAMILIAR DEL TERCER DISTRITO JUDICIAL DEL ESTADO <box>919 1851 1085 1882</box>
notice-signature-line: JESSICA VIELMA TORRES <box>949 654 1055 664</box>
notice-signature-line: NOTARIO PÚBLICO TITULAR NÚMERO 29 <box>196 2341 350 2361</box>
notice-body: En fecha 12 doce de mayo del año 2026 dos mil veintiséis, se admitió en este Juzgado Quinto de lo Familiar del Primer Distrito Judicial, con residencia en Monterrey, Nuevo León, el expediente judicial número 520/2026, relativo al juicio sucesorio de intestado a bienes de César Alejandro Briseño Cárdenas, resolución en comento, en la que se ordenó la publicación de un edicto por una sola vez en el Boletín Judicial del Estado y en el Periódico El Porvenir de la ciudad de Monterrey, Nuevo León; convocando a las personas que se consideren con derecho a la herencia del de cujus, a fin de que ocurran a este juzgado a deducirlo dentro del término de 30 treinta días, contados desde la fecha de la publicación del mismo, acorde con lo ordenado por el numeral 819 del Código de Procedimientos Civiles del Estado. Monterrey, Nuevo León a 16 dieciséis de junio del 2026 dos mil veintiséis. Doy fe. <box>735 85 899 342</box>
notice-signature-line: LICENCIADO JOSÉ DE JESÚS COELLO IBÁÑEZ. <box>376 1411 533 1431</box>
notice-signature-line: Monterrey, Nuevo León a 01 de junio de 2026 <box>195 903 352 923</box>
notice-signature-line: (22 y 2) <box>259 2141 288 2151</box>
notice-signature-line: LICENCIADA LILIANA NOHRA BERLANGA HERNÁNDEZ. <box>918 1597 1085 1617</box>
notice-signature-line: NOTARIO PÚBLICO TITULAR NÚMERO 29 <box>740 1123 894 1144</box>
notice-body: En el Juzgado Segundo de lo Civil del Primer Distrito Judicial en el Estado, con residencia en Monterrey, Nuevo León, con fecha veintinueve de mayo de dos mil veintiséis, se admitió a trámite las diligencias de jurisdicción voluntaria sobre información ad-perpetuam, promovidas por Jorge Félix Vázquez Rueda y Luz Elizabeth Almaguer Flores, bajo el expediente judicial número 1150/2026, y mediante este último auto, se ordenó dar una amplia publicidad a las presentes diligencias mediante edictos y por una sola vez en el Boletín Judicial del Estado y en el Periódico El Porvenir y en cualquiera de los periódicos ABC, El Norte, Milenio Diario, a efecto de hacer del conocimiento de la promoción de las presentes diligencias respecto al bien inmueble que se describe a continuación: "PREDIO UBICADO EN EL MACHO DONADO, MUNICIPIO DE MONTERREY, NUEVO LEÓN, CON NÚMERO DE CATASTRO 56-50-00-544, EL CUAL ES UN LOTE DE TERRENO CUYAS MEDIDAS SON LAS SIGUIENTES: AL NORESTE MIDE 51.72 MTS, Y COLINDA CON EL TERRENO DEL SR. RAMIRO ALMAGUER RODRÍGUEZ; AL NOROESTE MIDE 21.43 MTS, Y COLINDA CON CALLE; AL SURESTE MIDE 21.15 MTS, Y COLINDA CON LA CALLE MACEDONIO GARZA; Y AL SURESTE MIDE 52.09 MTS, Y COLINDA CON UN TERRENO PARTICULAR; DANDO UN TOTAL DE 1,114.93 METROS CUADRADOS." Doy fe. <box>11 1745 174 2148</box>
notice-signature-line: LA CIUDADANA SECRETARIO DEL JUZGADO QUINTO DE LO FAMILIAR DEL PRIMER DISTRITO JUDICIAL <box>920 1564 1083 1595</box>
notice-column <box>373 70 543 2576</box>
notice-signature-line: (22 y 2) <box>803 789 832 799</box>
notice-body: Por Escritura Pública Número 14,504 de fecha 08 de junio de 2026, otorgada en esta Notaría a mi cargo, se inició la tramitación Testamentaria Acumulada Extrajudicial a bienes del señor GUSTAVO VILLARREAL GALVEZ y la señora MARÍA DE JESÚS ANGÉLICA SÁNCHEZ CASTILLO, compareciendo su hija MARÍA ELENA VILLARREAL GONZÁLEZ en su carácter de Único y Universal Heredera y además en su calidad de Albacea Sustituta, en los términos de los Artículos 881 ochocientos ochenta y uno y 882 ochocientos ochenta y dos, y demás relativos del Código de Procedimientos Civiles vigente en el Estado de Nuevo León, para tal efecto me exhibió las Actas de Defunción de los Autores de la Sucesión, manifestando que va a proceder en su oportunidad a formular el inventario y avalúo de los bienes de la herencia, lo que Yo, el suscrito Notario hago constar y doy a conocer por medio de esta publicación que se harán dos veces con intervalo de diez días cada una. <box>735 818 899 1097</box>
notice-title: AVISO NOTARIAL <box>599 1081 674 1092</box>
legal-notice <box>192 2157 354 2385</box>
notice-title: Número de Edicto 151121 <box>38 1732 146 1742</box>
notice-signature-line: LIC. JOSÉ MARTÍNEZ GONZÁLEZ <box>207 2329 340 2339</box>
notice-signature-line: VISM-530228-TWZ <box>966 2273 1037 2283</box>
notice-signature-line: (22 y 2) <box>78 1381 107 1391</box>
notice-signature-line: LIC. JOSÉ MARTÍNEZ GONZÁLEZ <box>751 1112 883 1122</box>
legal-notice <box>554 2093 717 2386</box>
legal-notice <box>735 72 898 421</box>
legal-notice <box>917 1634 1086 1917</box>
notice-body: Con fecha 15 quince de junio del año 2026 dos mil veintiséis se admitió en este Juzgado Tercero de lo Familiar del Primer Distrito Judicial en el Estado, el expediente número 2922/1978, relativo al juicio sucesorio de intestado a bienes de Beatriz Hernández Moreno; ordenándose la publicación de un edicto en el Boletín Judicial del Estado y en el Periódico el Porvenir, a efecto de convocar a todas aquellas personas que se consideren con derecho a la herencia, a fin de que acudan ante este juzgado a deducirlo dentro del término de 30 treinta días, contados a partir de la fecha de la publicación del presente edicto, para que surta efectos la citada publicación en términos del artículo 819 del Código de Procedimientos Civiles vigente en el Estado de Nuevo León. Doy fe. <box>554 85 718 308</box>
notice-body: En cumplimiento con el Artículo 882 del Código de Procedimientos Civiles vigente en el Estado, se publica por este medio la Sucesión Intestamentaria Notarial a bienes de la señora MARÍA DEL CARMEN MONTERRUBIO MEDINA, quien en diversos actos se ostentó como MARÍA DEL CARMEN SÁNCHEZ MONTERRUBIO y como MARÍA DEL CARMEN SARA MONTERRUBIO MEDINA habiéndose presentado ante el suscrito Notario, el señor HUGO MONTERRUBIO MEDINA, en su carácter de Heredero y Albacea, con el acta de defunción correspondiente. Por lo que se convoca a los que se crean con derecho a la herencia, se presenten en el domicilio de la Notaría Pública número 31, sito en Roma 602, Colonia Mirador, en Monterrey, N.L. <box>917 1025 1086 1226</box>
notice-signature-line: Monterrey, Nuevo León a 17 de junio de 2026. <box>924 1542 1080 1562</box>
legal-notice <box>192 1582 354 1874</box>
notice-signature-line: (22 y 2) <box>803 1502 832 1512</box>
notice-signature-line: NOTARIO PÚBLICO NÚMERO 100 <box>570 1766 702 1776</box>
notice-signature-line: NOTARIO PÚBLICO NÚMERO 100 <box>935 2262 1068 2272</box>
notice-signature-line: NOTARIO PÚBLICO No. 145 <box>219 670 328 680</box>
notice-column <box>917 70 1086 2576</box>
legal-notice <box>554 72 717 377</box>
notice-signature-line: VISM-530228-TWZ <box>781 2180 853 2190</box>
notice-title: EDICTO <box>438 1161 472 1171</box>
notice-title: Número de Edicto 152253 <box>948 370 1056 381</box>
notice-body: En fecha 27 veintisiete de mayo de 2026 dos mil veintiséis, se admitió a trámite el expediente judicial número 1039/2026, relativo al juicio sucesorio de intestado a bienes de Efraín Rincón Lira, denunciado por Efraín Rincón Alarcón, Gamaliel Rincón Alarcón, Emanuel Rincón Alarcón, Jackeline Rincón Alarcón, en lo personal y como apoderada legal de Arquel Rincón Alarcón; ordenándose la publicación de un edicto por una sola vez en el Boletín Judicial y en el Periódico El Porvenir, a fin de que los que se crean con derecho a la herencia comparezcan a deducirlo dentro del término de 30 treinta días, contados a partir de la fecha de la publicación del edicto. Doy fe. Cadereyta Jiménez, Nuevo León, a 9 de junio de 2026. <box>554 2105 718 2306</box>
notice-title: EDICTO <box>438 1972 472 1983</box>
notice-column <box>735 70 905 2576</box>
notice-signature-line: Apodaca, Nuevo León a 12 de junio de 2026 <box>379 1057 530 1077</box>
notice-signature-line: (22) <box>994 355 1009 365</box>
notice-signature-line: Monterrey, N.L. a 10 de Junio de 2026 <box>928 1229 1075 1239</box>
legal-notice <box>735 2219 898 2572</box>
legal-notice <box>11 1397 173 1728</box>
notice-signature-line: NOTARIA PÚBLICA NÚMERO 73 <box>29 812 155 822</box>
page-number: 5 <box>1063 8 1083 51</box>
notice-signature-line: NOTARIO PÚBLICO NÚMERO 152 <box>388 434 521 444</box>
notice-signature-line: Monterrey, Nuevo León, a 16 de junio de 2026 <box>194 2095 353 2116</box>
notice-signature-line: LIC. BERNARDO GUTIÉRREZ GUERRA <box>196 2118 350 2128</box>
notice-signature-line: LIC. ROLANDO ISIDRO TURRUBIARTES REYNAGA <box>922 1884 1081 1905</box>
legal-notice <box>735 805 898 1169</box>
notice-signature-line: (22) <box>628 664 643 674</box>
notice-title: AVISO NOTARIAL <box>780 805 855 815</box>
legal-notice <box>373 473 536 858</box>
notice-signature-line: SECRETARIO ADSCRITO A LA COORDINACIÓN DE LA GESTIÓN JUDICIAL DE LOS JUZGADOS EN MATERIA FAMILIAR DEL DÉCIMO TERCER DISTRITO JUDICIAL <box>388 1079 521 1132</box>
notice-signature-line: Linares, Nuevo León a 15 de Junio del 2026 <box>17 434 167 455</box>
notice-signature-line: NOTARIO PÚBLICO NÚMERO 31 <box>938 1253 1066 1263</box>
notice-signature-line: Monterrey, Nuevo León, a 16 de Junio del 2026. <box>554 997 717 1018</box>
notice-signature-line: Monterrey, Nuevo León a 17 de junio del 2026 <box>376 1388 534 1409</box>
notice-body: En fecha (11) once del mes de Mayo del año (2026) dos mil veintiséis, se radicó en esta Notaría a mi cargo, mediante el Acta Fuera de Protocolo número (100/260,464/26), la SUCESIÓN INTESTAMENTARIA ACUMULADA NOTARIAL A BIENES de los señores GLORIA MENDOZA PEÑA Y RODOLFO ALDAPE PRADO (ambos finados), habiéndose presentado ante el suscrito los señores RODOLFO ALDAPE MENDOZA, LUIS ANTONIO ALDAPE MENDOZA Y JOSÉ RICARDO ALDAPE MENDOZA, en su carácter de hijos legítimos, y con el carácter de Albacea el señor RODOLFO ALDAPE MENDOZA, de acuerdo a lo establecido en el Código de Procedimientos Civiles vigente en el Estado. Se publica por dos ocasiones de (10) diez en (10) diez días, en cumplimiento a lo dispuesto en el (II) segundo párrafo del artículo (882) ochocientos ochenta y dos del Código de Procedimientos Civiles del Estado, convocándose a las personas que se consideren con derecho a la herencia para que acudan a deducirlo dentro del término de treinta días contados a partir de la publicación de este aviso. ATENTAMENTE. <box>554 1405 718 1741</box>
